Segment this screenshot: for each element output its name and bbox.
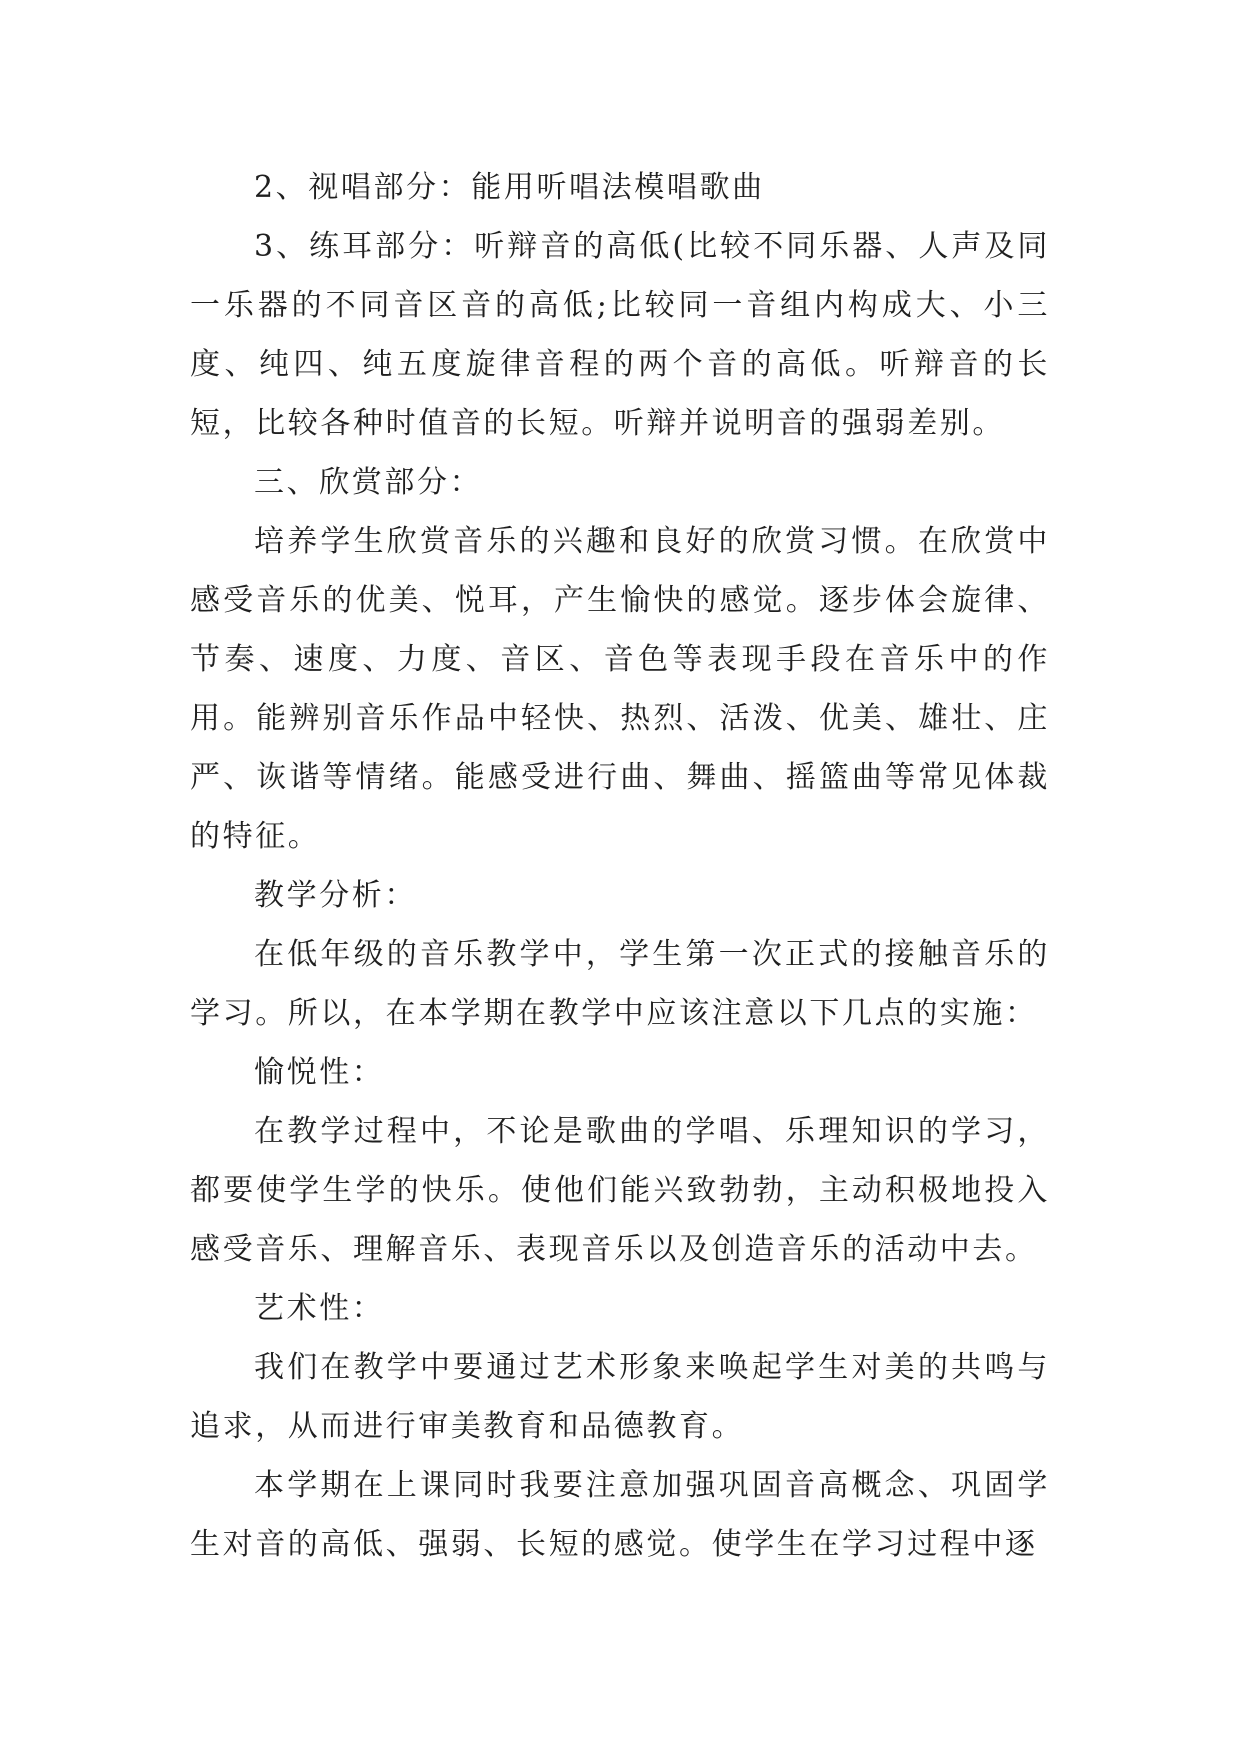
heading-artistry: 艺术性： <box>254 1291 385 1326</box>
heading-teaching-analysis: 教学分析： <box>254 878 417 913</box>
paragraph-teaching-analysis: 在低年级的音乐教学中，学生第一次正式的接触音乐的学习。所以，在本学期在教学中应该注意以下几点的实施： <box>190 937 1050 1031</box>
document-body <box>190 158 1050 1574</box>
paragraph-artistry: 我们在教学中要通过艺术形象来唤起学生对美的共鸣与追求，从而进行审美教育和品德教育。 <box>190 1350 1050 1444</box>
paragraph-sight-singing: 2、视唱部分：能用听唱法模唱歌曲 <box>254 170 765 205</box>
paragraph-enjoyment: 在教学过程中，不论是歌曲的学唱、乐理知识的学习，都要使学生学的快乐。使他们能兴致勃勃，主动积极地投入感受音乐、理解音乐、表现音乐以及创造音乐的活动中去。 <box>190 1114 1050 1267</box>
paragraph-ear-training: 3、练耳部分：听辩音的高低(比较不同乐器、人声及同一乐器的不同音区音的高低;比较同一音组内构成大、小三度、纯四、纯五度旋律音程的两个音的高低。听辩音的长短，比较各种时值音的长短。听辩并说明音的强弱差别。 <box>190 229 1050 441</box>
heading-enjoyment: 愉悦性： <box>254 1055 385 1090</box>
paragraph-appreciation: 培养学生欣赏音乐的兴趣和良好的欣赏习惯。在欣赏中感受音乐的优美、悦耳，产生愉快的感觉。逐步体会旋律、节奏、速度、力度、音区、音色等表现手段在音乐中的作用。能辨别音乐作品中轻快、热烈、活泼、优美、雄壮、庄严、诙谐等情绪。能感受进行曲、舞曲、摇篮曲等常见体裁的特征。 <box>190 524 1050 854</box>
heading-appreciation: 三、欣赏部分： <box>254 465 483 500</box>
paragraph-semester-plan: 本学期在上课同时我要注意加强巩固音高概念、巩固学生对音的高低、强弱、长短的感觉。使学生在学习过程中逐 <box>190 1468 1050 1562</box>
